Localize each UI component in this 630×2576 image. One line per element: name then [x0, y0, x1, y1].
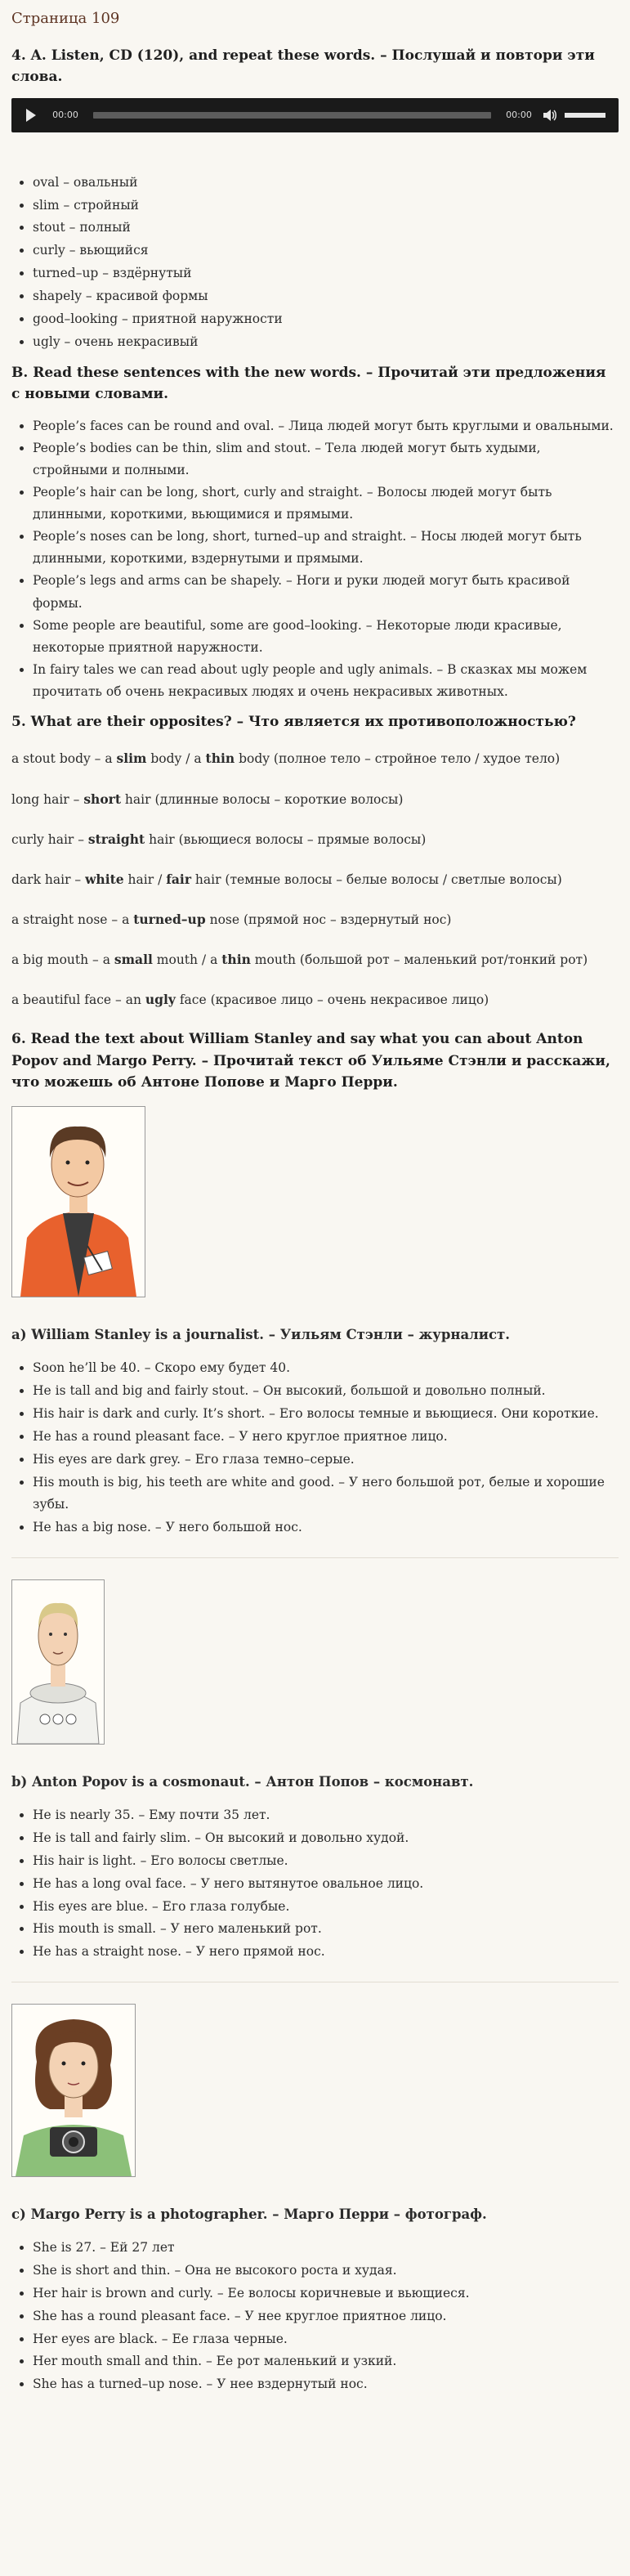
- list-item: • He is tall and big and fairly stout. – Он высокий, большой и довольно полный.: [33, 1380, 619, 1403]
- list-item: • His eyes are dark grey. – Его глаза темно–серые.: [33, 1449, 619, 1472]
- perry-facts: [11, 2237, 619, 2396]
- task5-heading: 5. What are their opposites? – Что является их противоположностью?: [11, 714, 576, 731]
- list-item: • His hair is dark and curly. It’s short. – Его волосы темные и вьющиеся. Они короткие.: [33, 1403, 619, 1426]
- list-item: • He is nearly 35. – Ему почти 35 лет.: [33, 1804, 619, 1827]
- opposite-line: a big mouth – a small mouth / a thin mouth (большой рот – маленький рот/тонкий рот): [11, 952, 588, 968]
- opposite-line: a beautiful face – an ugly face (красивое лицо – очень некрасивое лицо): [11, 992, 489, 1008]
- sentence-list: [11, 415, 619, 704]
- list-item: • People’s hair can be long, short, curly and straight. – Волосы людей могут быть длинными, короткими, вьющимися и прямыми.: [33, 482, 619, 526]
- list-item: • In fairy tales we can read about ugly people and ugly animals. – В сказках мы можем прочитать об очень некрасивых людях и очень некрасивых животных.: [33, 659, 619, 703]
- task4-heading: 4. A. Listen, CD (120), and repeat these words. – Послушай и повтори эти слова.: [11, 47, 595, 86]
- list-item: • People’s faces can be round and oval. – Лица людей могут быть круглыми и овальными.: [33, 415, 619, 437]
- list-item: • She has a round pleasant face. – У нее круглое приятное лицо.: [33, 2305, 619, 2328]
- list-item: • shapely – красивой формы: [33, 285, 619, 308]
- list-item: • Her hair is brown and curly. – Ее волосы коричневые и вьющиеся.: [33, 2283, 619, 2305]
- play-icon[interactable]: [26, 109, 36, 122]
- list-item: • slim – стройный: [33, 195, 619, 217]
- list-item: • His mouth is big, his teeth are white and good. – У него большой рот, белые и хорошие зубы.: [33, 1472, 619, 1517]
- list-item: • Her eyes are black. – Ее глаза черные.: [33, 2328, 619, 2351]
- opposite-line: dark hair – white hair / fair hair (темные волосы – белые волосы / светлые волосы): [11, 871, 562, 887]
- stanley-facts: [11, 1357, 619, 1539]
- list-item: • He has a straight nose. – У него прямой нос.: [33, 1941, 619, 1964]
- list-item: • He has a long oval face. – У него вытянутое овальное лицо.: [33, 1873, 619, 1896]
- volume-icon[interactable]: [543, 110, 556, 121]
- journalist-illustration: [11, 1106, 145, 1297]
- person-title-perry: c) Margo Perry is a photographer. – Марго Перри – фотограф.: [11, 2206, 487, 2223]
- person-title-stanley: a) William Stanley is a journalist. – Уильям Стэнли – журналист.: [11, 1327, 511, 1343]
- opposites-list: [11, 747, 619, 1011]
- person-title-popov: b) Anton Popov is a cosmonaut. – Антон Попов – космонавт.: [11, 1774, 474, 1790]
- list-item: • good–looking – приятной наружности: [33, 308, 619, 331]
- list-item: • Soon he’ll be 40. – Скоро ему будет 40.: [33, 1357, 619, 1380]
- list-item: • She is short and thin. – Она не высокого роста и худая.: [33, 2260, 619, 2283]
- list-item: • His eyes are blue. – Его глаза голубые.: [33, 1896, 619, 1919]
- list-item: • She is 27. – Ей 27 лет: [33, 2237, 619, 2260]
- page-title: Страница 109: [11, 10, 120, 27]
- time-current: 00:00: [52, 109, 78, 120]
- divider: [11, 1557, 619, 1558]
- list-item: • ugly – очень некрасивый: [33, 331, 619, 354]
- audio-player[interactable]: [11, 98, 619, 132]
- photographer-illustration: [11, 2004, 136, 2177]
- list-item: • He is tall and fairly slim. – Он высокий и довольно худой.: [33, 1827, 619, 1850]
- list-item: • His hair is light. – Его волосы светлые.: [33, 1850, 619, 1873]
- word-list: [11, 172, 619, 354]
- list-item: • oval – овальный: [33, 172, 619, 195]
- list-item: • People’s noses can be long, short, turned–up and straight. – Носы людей могут быть длинными, короткими, вздернутыми и прямыми.: [33, 526, 619, 570]
- list-item: • He has a big nose. – У него большой нос.: [33, 1516, 619, 1539]
- opposite-line: a straight nose – a turned–up nose (прямой нос – вздернутый нос): [11, 911, 452, 927]
- list-item: • His mouth is small. – У него маленький рот.: [33, 1918, 619, 1941]
- list-item: • Her mouth small and thin. – Ее рот маленький и узкий.: [33, 2350, 619, 2373]
- task6-heading: 6. Read the text about William Stanley and say what you can about Anton Popov and Margo Perry. – Прочитай текст об Уильяме Стэнли и расскажи, что можешь об Антоне Попове и Марго Перри.: [11, 1031, 610, 1091]
- opposite-line: long hair – short hair (длинные волосы – короткие волосы): [11, 791, 404, 807]
- list-item: • stout – полный: [33, 217, 619, 240]
- volume-slider[interactable]: [565, 113, 605, 118]
- popov-facts: [11, 1804, 619, 1964]
- list-item: • turned–up – вздёрнутый: [33, 262, 619, 285]
- list-item: • Some people are beautiful, some are good–looking. – Некоторые люди красивые, некоторые приятной наружности.: [33, 615, 619, 659]
- opposite-line: a stout body – a slim body / a thin body (полное тело – стройное тело / худое тело): [11, 750, 561, 767]
- seek-bar[interactable]: [93, 112, 491, 119]
- opposite-line: curly hair – straight hair (вьющиеся волосы – прямые волосы): [11, 831, 427, 847]
- list-item: • People’s bodies can be thin, slim and stout. – Тела людей могут быть худыми, стройными и полными.: [33, 437, 619, 482]
- time-total: 00:00: [506, 109, 532, 120]
- list-item: • curly – вьющийся: [33, 240, 619, 262]
- list-item: • He has a round pleasant face. – У него круглое приятное лицо.: [33, 1426, 619, 1449]
- cosmonaut-illustration: [11, 1579, 105, 1745]
- list-item: • People’s legs and arms can be shapely. – Ноги и руки людей могут быть красивой формы.: [33, 570, 619, 614]
- taskB-heading: B. Read these sentences with the new words. – Прочитай эти предложения с новыми словами.: [11, 364, 606, 403]
- list-item: • She has a turned–up nose. – У нее вздернутый нос.: [33, 2373, 619, 2396]
